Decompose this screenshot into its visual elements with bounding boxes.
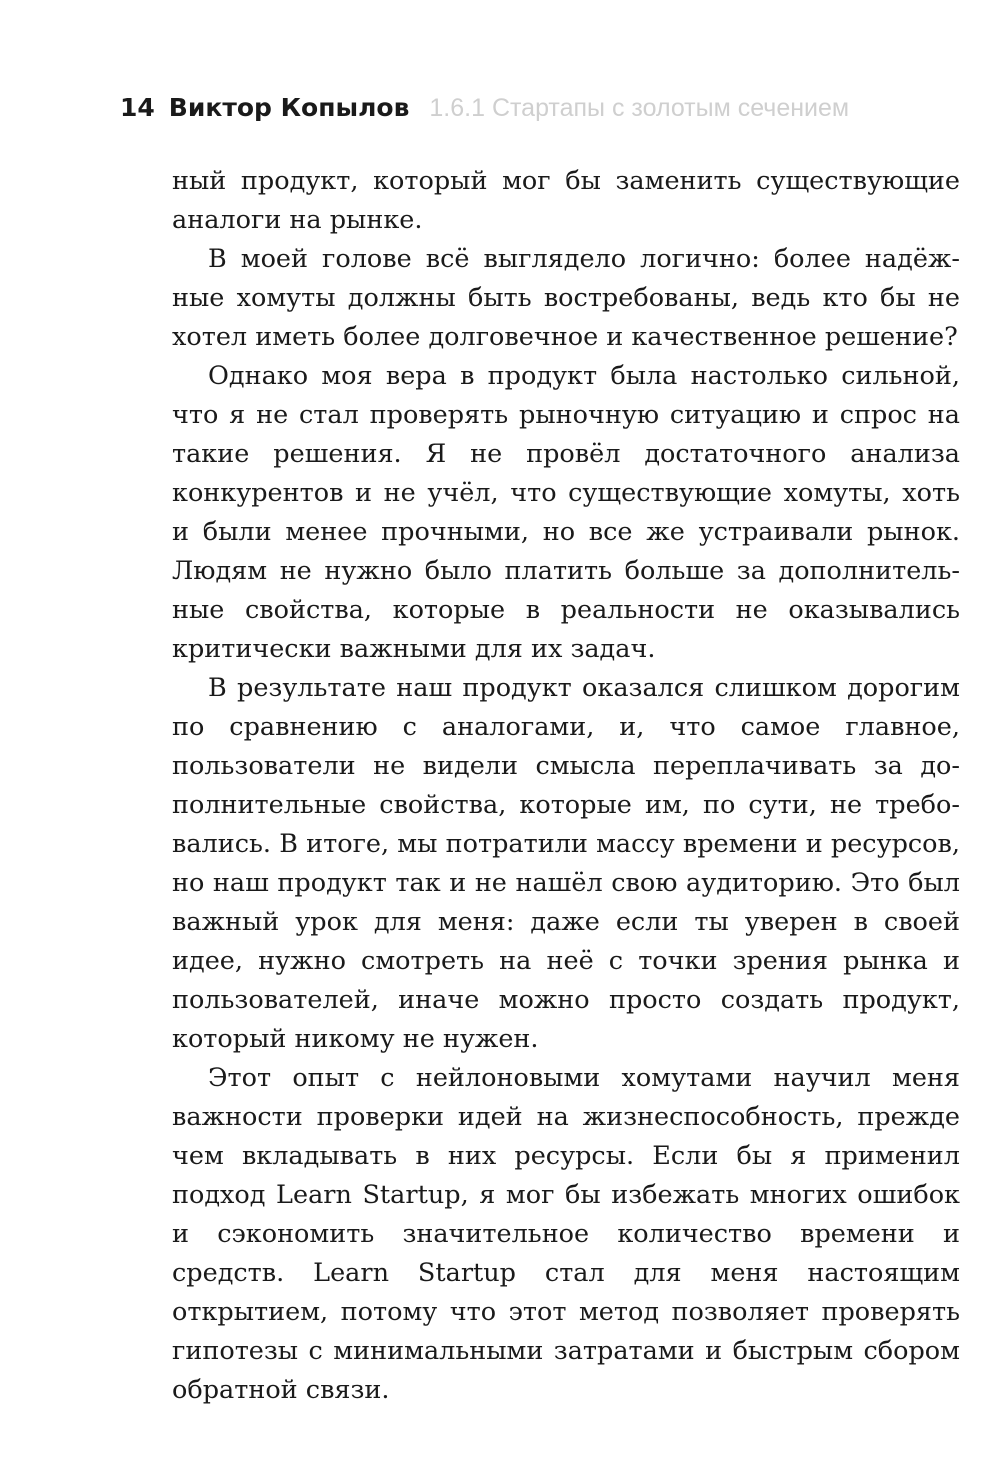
paragraph-1: ный продукт, который мог бы заменить существующие аналоги на рынке.	[172, 166, 960, 235]
paragraph-5: Этот опыт с нейлоновыми хомутами научил меня важности проверки идей на жизнеспособность, прежде чем вкладывать в них ресурсы. Если бы я применил подход Learn Startup, я мог бы избежать многих ошибок и сэкономить значительное количество времени и средств. Learn Startup стал для меня настоящим открытием, потому что этот метод позволяет проверять гипотезы с минимальными затратами и быстрым сбором обратной связи.	[172, 1063, 960, 1405]
running-header	[120, 88, 940, 128]
body-text	[172, 162, 960, 1410]
book-title: 1.6.1 Стартапы с золотым сечением	[429, 94, 850, 122]
paragraph-2: В моей голове всё выглядело логично: более надёжные хомуты должны быть востребованы, ведь кто бы не хотел иметь более долговечное и качественное решение?	[172, 244, 960, 352]
paragraph-3: Однако моя вера в продукт была настолько сильной, что я не стал проверять рыночную ситуацию и спрос на такие решения. Я не провёл достаточного анализа конкурентов и не учёл, что существующие хомуты, хоть и были менее прочными, но все же устраивали рынок. Людям не нужно было платить больше за дополнительные свойства, которые в реальности не оказывались критически важными для их задач.	[172, 361, 960, 664]
page-number: 14	[120, 93, 155, 122]
author-name: Виктор Копылов	[168, 93, 410, 122]
paragraph-4: В результате наш продукт оказался слишком дорогим по сравнению с аналогами, и, что самое главное, пользователи не видели смысла переплачивать за дополнительные свойства, которые им, по сути, не требовались. В итоге, мы потратили массу времени и ресурсов, но наш продукт так и не нашёл свою аудиторию. Это был важный урок для меня: даже если ты уверен в своей идее, нужно смотреть на неё с точки зрения рынка и пользователей, иначе можно просто создать продукт, который никому не нужен.	[172, 673, 960, 1054]
